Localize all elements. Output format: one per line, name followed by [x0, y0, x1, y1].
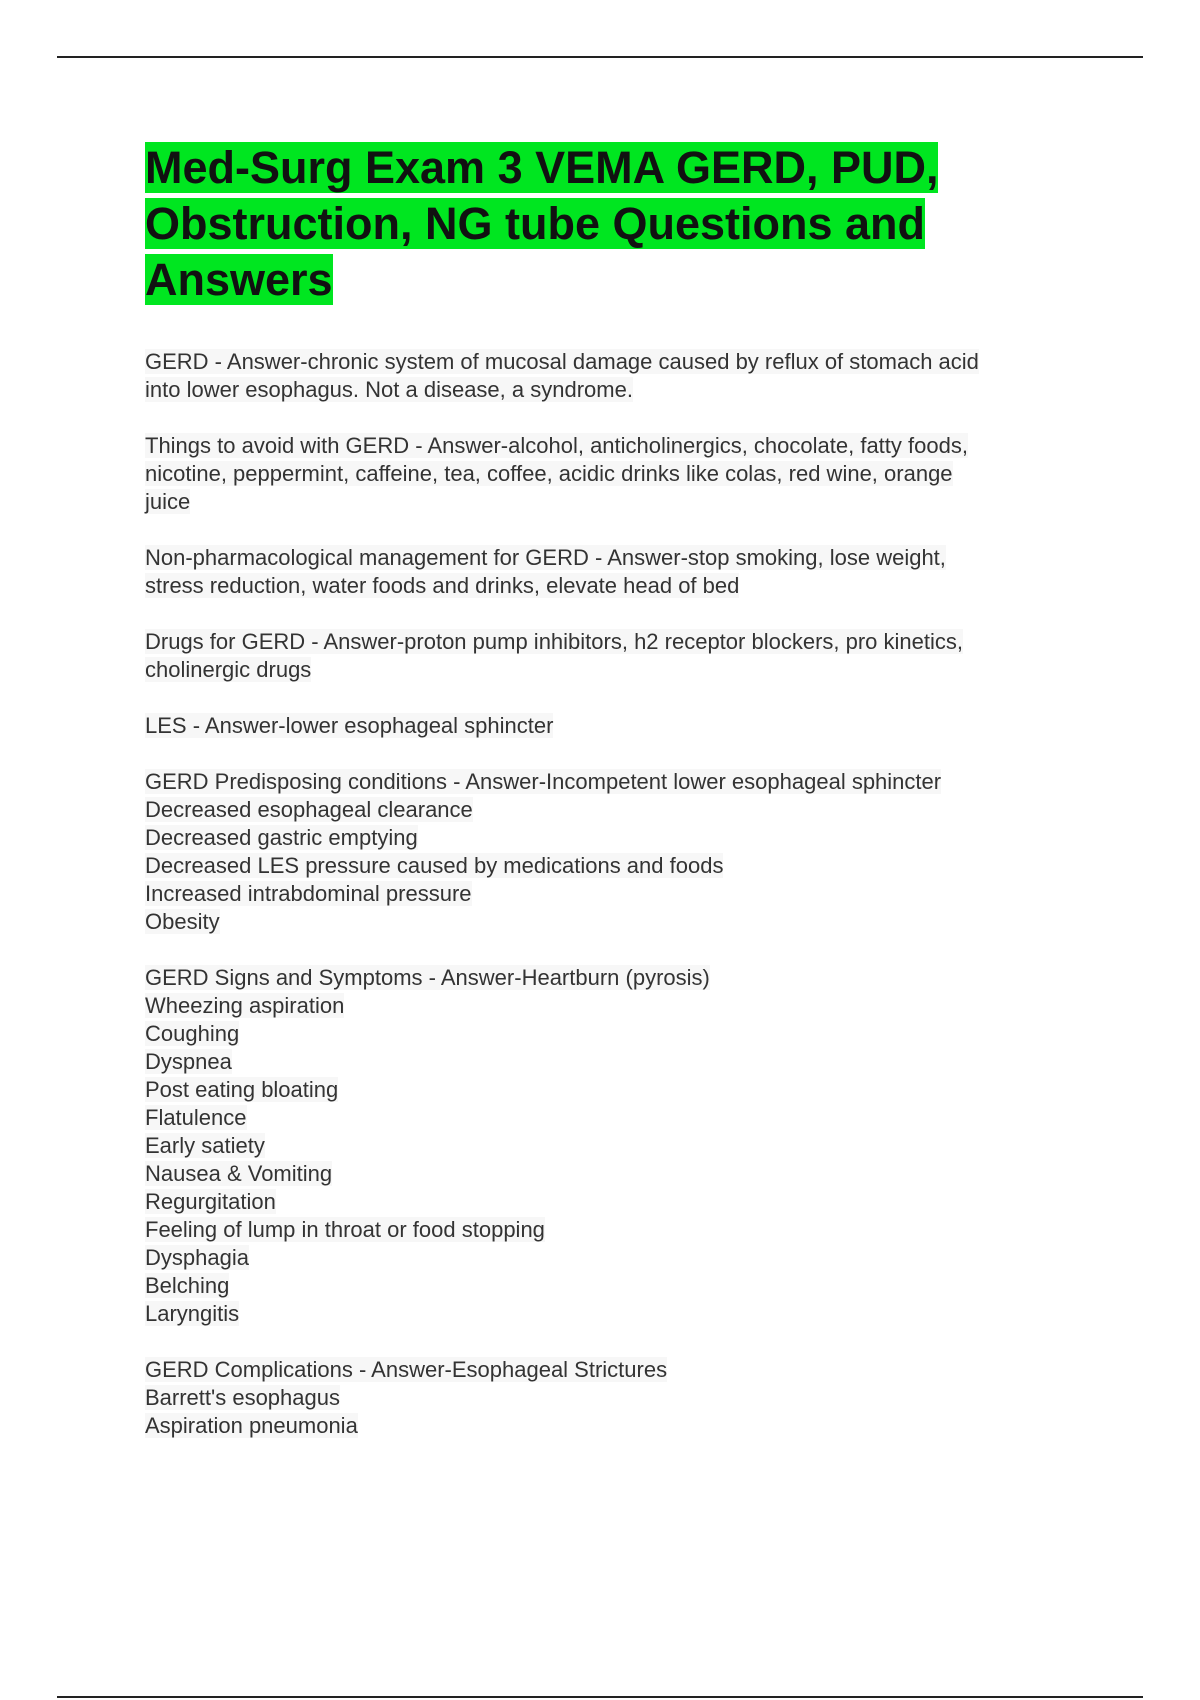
- qa-entry-line: [145, 824, 1075, 852]
- qa-entry-line: [145, 460, 1075, 488]
- qa-entry: [145, 544, 1075, 600]
- qa-entry-line-text: LES - Answer-lower esophageal sphincter: [145, 713, 554, 738]
- qa-entry-line-text: Coughing: [145, 1021, 240, 1046]
- qa-entry-line-text: Early satiety: [145, 1133, 265, 1158]
- qa-entry-line: [145, 1048, 1075, 1076]
- qa-entry-line-text: Things to avoid with GERD - Answer-alcohol, anticholinergics, chocolate, fatty foods,: [145, 433, 968, 458]
- qa-entry-line-text: Aspiration pneumonia: [145, 1413, 358, 1438]
- qa-entry: [145, 432, 1075, 516]
- qa-entry-list: [145, 348, 1075, 1440]
- qa-entry-line: [145, 1384, 1075, 1412]
- qa-entry: [145, 348, 1075, 404]
- qa-entry-line: [145, 348, 1075, 376]
- qa-entry-line: [145, 1020, 1075, 1048]
- qa-entry-line: [145, 1244, 1075, 1272]
- qa-entry-line: [145, 1188, 1075, 1216]
- qa-entry-line-text: GERD Predisposing conditions - Answer-Incompetent lower esophageal sphincter: [145, 769, 942, 794]
- qa-entry-line-text: Nausea & Vomiting: [145, 1161, 333, 1186]
- qa-entry-line: [145, 1132, 1075, 1160]
- qa-entry-line: [145, 1076, 1075, 1104]
- document-body: [145, 140, 1075, 1468]
- qa-entry-line-text: juice: [145, 489, 191, 514]
- qa-entry-line-text: stress reduction, water foods and drinks, elevate head of bed: [145, 573, 740, 598]
- qa-entry-line: [145, 712, 1075, 740]
- qa-entry-line: [145, 1160, 1075, 1188]
- qa-entry: [145, 628, 1075, 684]
- qa-entry-line-text: GERD Complications - Answer-Esophageal Strictures: [145, 1357, 668, 1382]
- qa-entry-line-text: GERD Signs and Symptoms - Answer-Heartburn (pyrosis): [145, 965, 710, 990]
- qa-entry-line-text: Flatulence: [145, 1105, 247, 1130]
- qa-entry: [145, 964, 1075, 1328]
- qa-entry-line: [145, 1104, 1075, 1132]
- qa-entry-line: [145, 488, 1075, 516]
- qa-entry-line-text: Feeling of lump in throat or food stopping: [145, 1217, 545, 1242]
- qa-entry-line: [145, 544, 1075, 572]
- qa-entry: [145, 1356, 1075, 1440]
- qa-entry-line: [145, 768, 1075, 796]
- qa-entry-line-text: Dyspnea: [145, 1049, 232, 1074]
- qa-entry-line: [145, 880, 1075, 908]
- qa-entry-line-text: Obesity: [145, 909, 220, 934]
- qa-entry-line: [145, 376, 1075, 404]
- document-title: [145, 140, 1075, 308]
- qa-entry-line-text: Barrett's esophagus: [145, 1385, 340, 1410]
- qa-entry-line: [145, 1412, 1075, 1440]
- qa-entry-line-text: Decreased gastric emptying: [145, 825, 418, 850]
- qa-entry-line: [145, 992, 1075, 1020]
- qa-entry-line: [145, 1216, 1075, 1244]
- qa-entry-line-text: nicotine, peppermint, caffeine, tea, coffee, acidic drinks like colas, red wine, orange: [145, 461, 953, 486]
- qa-entry-line: [145, 852, 1075, 880]
- qa-entry-line: [145, 1356, 1075, 1384]
- qa-entry-line-text: Post eating bloating: [145, 1077, 339, 1102]
- qa-entry-line: [145, 796, 1075, 824]
- document-title-text: Med-Surg Exam 3 VEMA GERD, PUD, Obstruction, NG tube Questions and Answers: [145, 142, 939, 305]
- qa-entry-line-text: Wheezing aspiration: [145, 993, 345, 1018]
- qa-entry-line-text: Increased intrabdominal pressure: [145, 881, 472, 906]
- qa-entry-line-text: Laryngitis: [145, 1301, 240, 1326]
- qa-entry: [145, 712, 1075, 740]
- top-divider: [57, 56, 1143, 58]
- qa-entry-line: [145, 572, 1075, 600]
- qa-entry-line-text: Regurgitation: [145, 1189, 276, 1214]
- qa-entry-line-text: into lower esophagus. Not a disease, a syndrome.: [145, 377, 633, 402]
- qa-entry-line-text: Decreased LES pressure caused by medications and foods: [145, 853, 724, 878]
- qa-entry-line-text: Dysphagia: [145, 1245, 249, 1270]
- qa-entry-line-text: Belching: [145, 1273, 230, 1298]
- qa-entry-line: [145, 1272, 1075, 1300]
- qa-entry: [145, 768, 1075, 936]
- qa-entry-line-text: Non-pharmacological management for GERD - Answer-stop smoking, lose weight,: [145, 545, 946, 570]
- qa-entry-line: [145, 656, 1075, 684]
- qa-entry-line-text: GERD - Answer-chronic system of mucosal damage caused by reflux of stomach acid: [145, 349, 979, 374]
- qa-entry-line: [145, 432, 1075, 460]
- qa-entry-line: [145, 1300, 1075, 1328]
- qa-entry-line-text: Decreased esophageal clearance: [145, 797, 473, 822]
- qa-entry-line-text: Drugs for GERD - Answer-proton pump inhibitors, h2 receptor blockers, pro kinetics,: [145, 629, 963, 654]
- qa-entry-line: [145, 964, 1075, 992]
- qa-entry-line-text: cholinergic drugs: [145, 657, 312, 682]
- qa-entry-line: [145, 628, 1075, 656]
- bottom-divider: [57, 1696, 1143, 1698]
- qa-entry-line: [145, 908, 1075, 936]
